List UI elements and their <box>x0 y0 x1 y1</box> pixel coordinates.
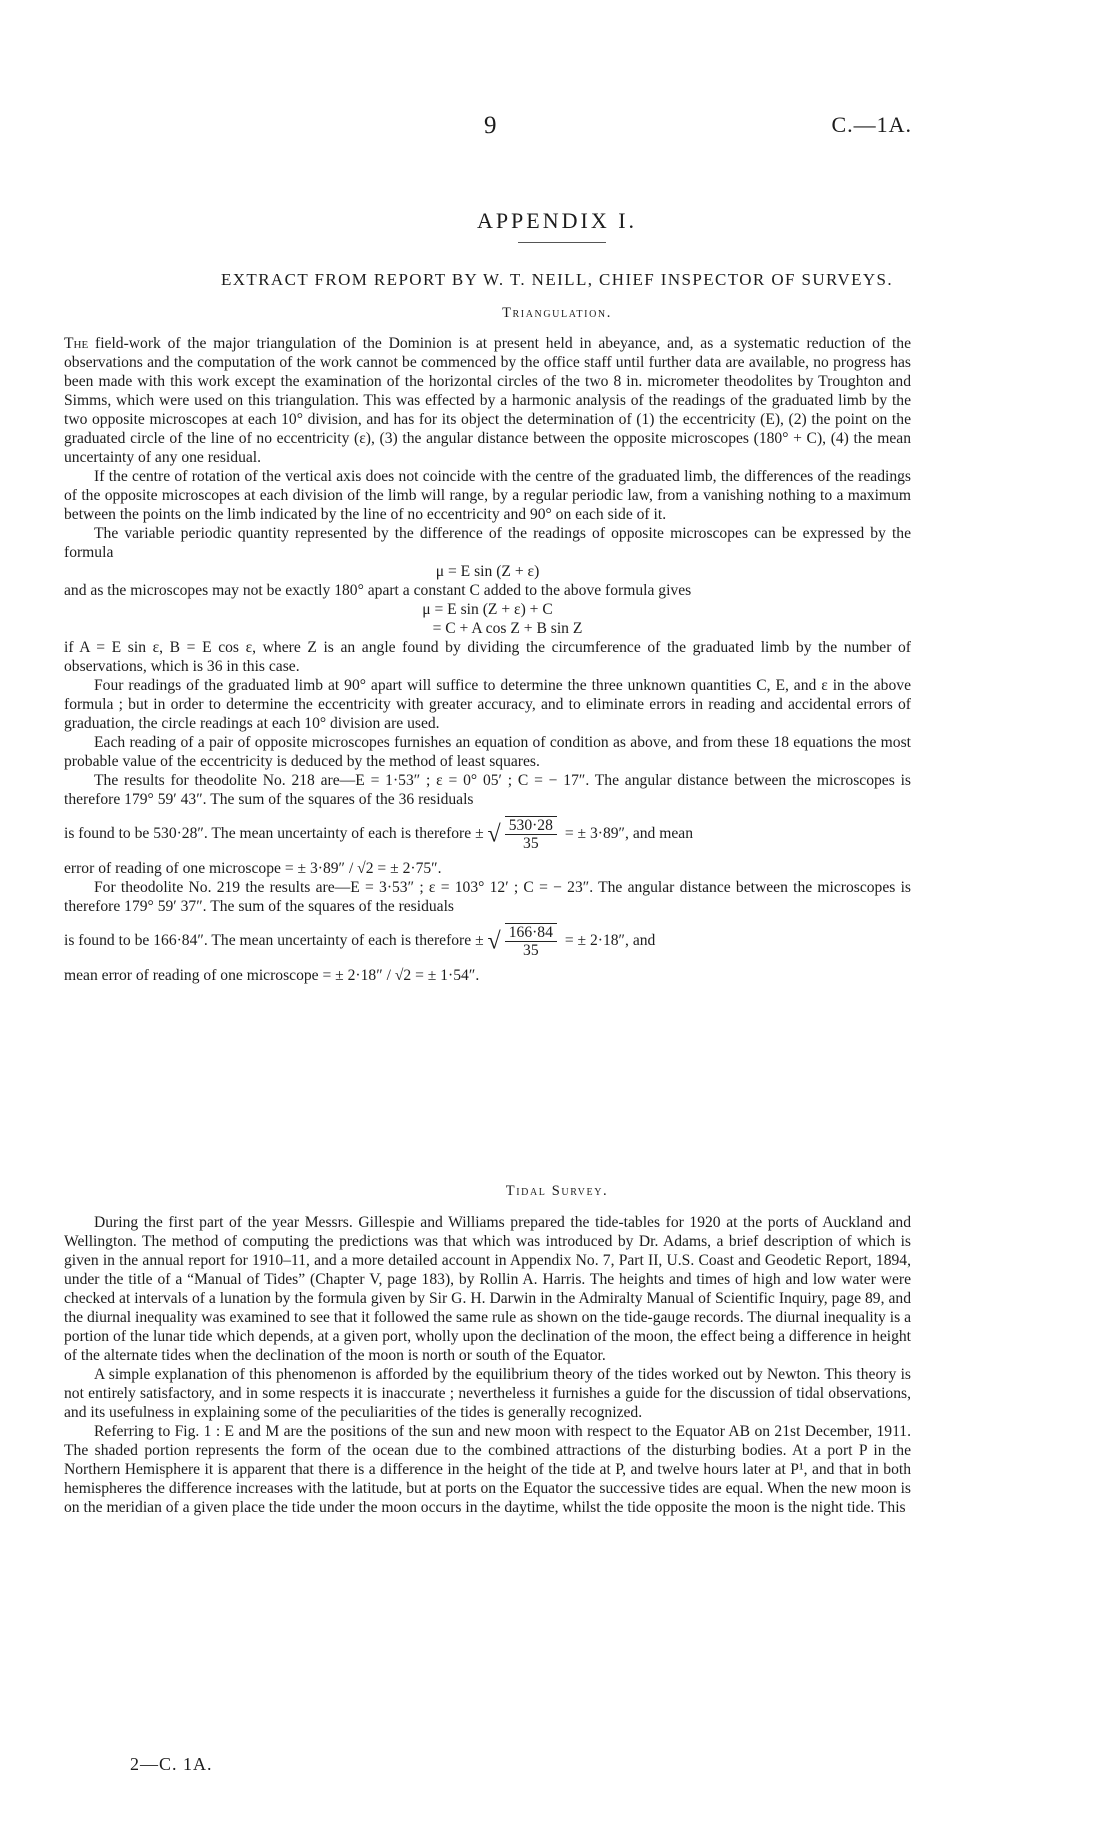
paragraph: If the centre of rotation of the vertical axis does not coincide with the centre of the graduated limb, the differences of the readings of the opposite microscopes at each division of the limb will range, by a regular periodic law, from a vanishing nothing to a maximum between the points on the limb indicated by the line of no eccentricity and 90° on each side of it. <box>64 468 911 523</box>
extract-title: EXTRACT FROM REPORT BY W. T. NEILL, CHIEF INSPECTOR OF SURVEYS. <box>220 270 894 289</box>
formula: μ = E sin (Z + ε) <box>435 563 540 580</box>
fraction: $\frac{530\cdot 28}{35}$ <box>505 816 557 852</box>
paragraph-math-line: is found to be 530·28″. The mean uncertainty of each is therefore ± √ $\frac{530\cdot 28}{35}$ = ± 3·89″, and mean <box>64 817 694 853</box>
section-heading-tidal-survey: Tidal Survey. <box>505 1183 609 1199</box>
paragraph: A simple explanation of this phenomenon is afforded by the equilibrium theory of the tides worked out by Newton. This theory is not entirely satisfactory, and in some respects it is inaccurate ; nevertheless it furnishes a guide for the discussion of tidal observations, and its usefulness in explaining some of the peculiarities of the tides is generally recognized. <box>64 1366 911 1421</box>
document-reference: C.—1A. <box>831 112 912 137</box>
paragraph: if A = E sin ε, B = E cos ε, where Z is an angle found by dividing the circumference of the graduated limb by the number of observations, which is 36 in this case. <box>64 639 911 675</box>
drop-word: The <box>64 335 89 352</box>
paragraph: The field-work of the major triangulation of the Dominion is at present held in abeyance, and, as a systematic reduction of the observations and the computation of the work cannot be commenced by the office staff until further data are available, no progress has been made with this work except the examination of the horizontal circles of the two 8 in. micrometer theodolites by Troughton and Simms, which were used on this triangulation. This was effected by a harmonic analysis of the readings of the graduated limb by the two opposite microscopes at each 10° division, and has for its object the determination of (1) the eccentricity (E), (2) the point on the graduated circle of the line of no eccentricity (ε), (3) the angular distance between the opposite microscopes (180° + C), (4) the mean uncertainty of any one residual. <box>64 335 911 466</box>
paragraph: and as the microscopes may not be exactly 180° apart a constant C added to the above formula gives <box>64 582 692 599</box>
paragraph: Referring to Fig. 1 : E and M are the positions of the sun and new moon with respect to the Equator AB on 21st December, 1911. The shaded portion represents the form of the ocean due to the combined attractions of the disturbing bodies. At a port P in the Northern Hemisphere it is apparent that there is a difference in the height of the tide at P, and twelve hours later at P¹, and that in both hemispheres the difference increases with the latitude, but at ports on the Equator the successive tides are equal. When the new moon is on the meridian of a given place the tide under the moon occurs in the daytime, whilst the tide opposite the moon is the night tide. This <box>64 1423 911 1516</box>
paragraph: During the first part of the year Messrs. Gillespie and Williams prepared the tide-tables for 1920 at the ports of Auckland and Wellington. The method of computing the predictions was that which was introduced by Dr. Adams, a brief description of which is given in the annual report for 1910–11, and a more detailed account in Appendix No. 7, Part II, U.S. Coast and Geodetic Report, 1894, under the title of a “Manual of Tides” (Chapter V, page 183), by Rollin A. Harris. The heights and times of high and low water were checked at intervals of a lunation by the formula given by Sir G. H. Darwin in the Admiralty Manual of Scientific Inquiry, page 89, and the diurnal inequality was examined to see that it followed the same rule as shown on the tide-gauge records. The diurnal inequality is a portion of the lunar tide which depends, at a given port, wholly upon the declination of the moon, the effect being a difference in height of the alternate tides when the declination of the moon is north or south of the Equator. <box>64 1214 911 1364</box>
tidal-survey-section <box>64 1213 911 1517</box>
paragraph-math-line: is found to be 166·84″. The mean uncertainty of each is therefore ± √ $\frac{166\cdot 84}{35}$ = ± 2·18″, and <box>64 924 656 960</box>
paragraph: error of reading of one microscope = ± 3·89″ / √2 = ± 2·75″. <box>64 860 442 877</box>
appendix-title: APPENDIX I. <box>476 208 638 233</box>
paragraph: The variable periodic quantity represented by the difference of the readings of opposite microscopes can be expressed by the formula <box>64 525 911 561</box>
title-rule <box>518 242 606 243</box>
paragraph: Each reading of a pair of opposite microscopes furnishes an equation of condition as above, and from these 18 equations the most probable value of the eccentricity is deduced by the method of least squares. <box>64 734 911 770</box>
page-header <box>0 112 1114 152</box>
triangulation-section <box>64 334 911 985</box>
section-heading-triangulation: Triangulation. <box>502 305 612 321</box>
radical-sign: √ <box>487 821 501 848</box>
formula: = C + A cos Z + B sin Z <box>432 620 583 637</box>
page-number: 9 <box>484 112 497 139</box>
fraction: $\frac{166\cdot 84}{35}$ <box>505 923 557 959</box>
paragraph: mean error of reading of one microscope = ± 2·18″ / √2 = ± 1·54″. <box>64 967 480 984</box>
paragraph: The results for theodolite No. 218 are—E = 1·53″ ; ε = 0° 05′ ; C = − 17″. The angular distance between the microscopes is therefore 179° 59′ 43″. The sum of the squares of the 36 residuals <box>64 772 911 808</box>
page-footer-signature: 2—C. 1A. <box>130 1754 213 1774</box>
paragraph: Four readings of the graduated limb at 90° apart will suffice to determine the three unknown quantities C, E, and ε in the above formula ; but in order to determine the eccentricity with greater accuracy, and to eliminate errors in reading and accidental errors of graduation, the circle readings at each 10° division are used. <box>64 677 911 732</box>
paragraph: For theodolite No. 219 the results are—E = 3·53″ ; ε = 103° 12′ ; C = − 23″. The angular distance between the microscopes is therefore 179° 59′ 37″. The sum of the squares of the residuals <box>64 879 911 915</box>
formula: μ = E sin (Z + ε) + C <box>422 601 553 618</box>
radical-sign: √ <box>487 928 501 955</box>
